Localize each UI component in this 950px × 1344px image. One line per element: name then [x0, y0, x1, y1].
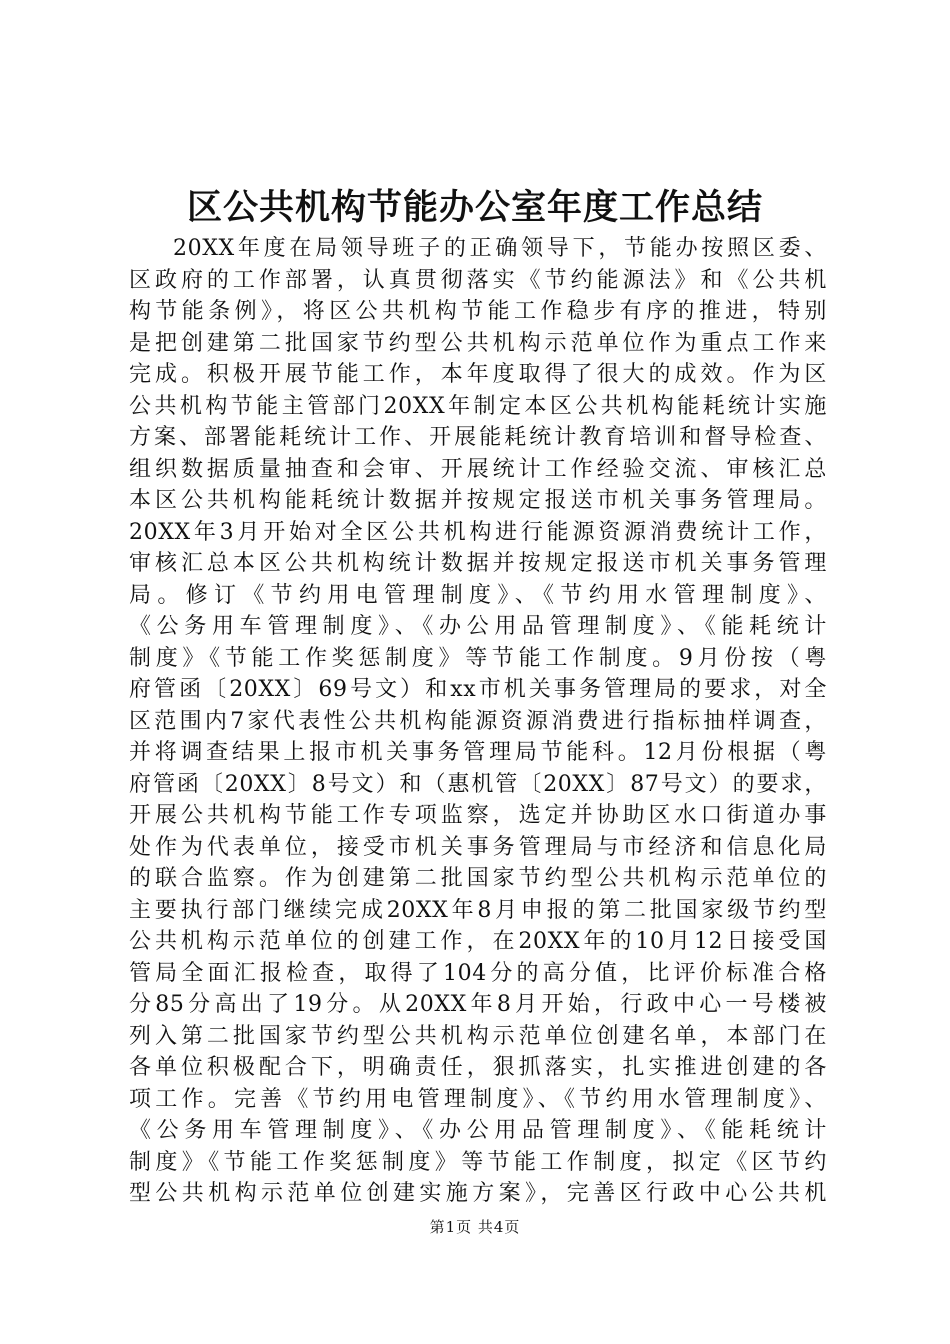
paragraph-line: 管局全面汇报检查，取得了104分的高分值，比评价标准合格: [129, 960, 827, 986]
paragraph-line: 是把创建第二批国家节约型公共机构示范单位作为重点工作来: [129, 330, 827, 356]
paragraph-line: 完成。积极开展节能工作，本年度取得了很大的成效。作为区: [129, 362, 827, 387]
paragraph-line: 公共机构示范单位的创建工作，在20XX年的10月12日接受国: [129, 929, 827, 954]
paragraph-line: 区政府的工作部署，认真贯彻落实《节约能源法》和《公共机: [129, 267, 827, 293]
paragraph-line: 方案、部署能耗统计工作、开展能耗统计教育培训和督导检查、: [129, 425, 827, 450]
paragraph-line: 列入第二批国家节约型公共机构示范单位创建名单，本部门在: [129, 1023, 827, 1049]
paragraph-line: 制度》《节能工作奖惩制度》等节能工作制度，拟定《区节约: [129, 1149, 827, 1175]
paragraph-line: 组织数据质量抽查和会审、开展统计工作经验交流、审核汇总: [129, 456, 827, 482]
paragraph-line: 各单位积极配合下，明确责任，狠抓落实，扎实推进创建的各: [129, 1055, 827, 1080]
paragraph-line: 分85分高出了19分。从20XX年8月开始，行政中心一号楼被: [129, 992, 827, 1017]
paragraph-line: 审核汇总本区公共机构统计数据并按规定报送市机关事务管理: [129, 551, 827, 576]
page-number: 第1页 共4页: [429, 1218, 521, 1236]
paragraph-line: 公共机构节能主管部门20XX年制定本区公共机构能耗统计实施: [129, 393, 827, 419]
body-paragraph: [129, 233, 827, 1210]
paragraph-line: 开展公共机构节能工作专项监察，选定并协助区水口街道办事: [129, 803, 827, 828]
paragraph-line: 府管函〔20XX〕69号文）和xx市机关事务管理局的要求，对全: [129, 677, 827, 702]
paragraph-line: 主要执行部门继续完成20XX年8月申报的第二批国家级节约型: [129, 897, 827, 923]
paragraph-line: 区范围内7家代表性公共机构能源资源消费进行指标抽样调查，: [129, 708, 827, 734]
paragraph-line: 构节能条例》，将区公共机构节能工作稳步有序的推进，特别: [129, 299, 827, 324]
document-title: 区公共机构节能办公室年度工作总结: [186, 188, 763, 228]
paragraph-line: 20XX年度在局领导班子的正确领导下，节能办按照区委、: [173, 236, 827, 261]
paragraph-line: 并将调查结果上报市机关事务管理局节能科。12月份根据（粤: [129, 740, 827, 765]
paragraph-line: 府管函〔20XX〕8号文）和（惠机管〔20XX〕87号文）的要求，: [129, 771, 827, 797]
paragraph-line: 20XX年3月开始对全区公共机构进行能源资源消费统计工作，: [129, 519, 827, 545]
paragraph-line: 《公务用车管理制度》、《办公用品管理制度》、《能耗统计: [129, 1118, 827, 1143]
paragraph-line: 项工作。完善《节约用电管理制度》、《节约用水管理制度》、: [129, 1086, 827, 1112]
paragraph-line: 型公共机构示范单位创建实施方案》，完善区行政中心公共机: [129, 1181, 827, 1206]
paragraph-line: 处作为代表单位，接受市机关事务管理局与市经济和信息化局: [129, 834, 827, 860]
paragraph-line: 本区公共机构能耗统计数据并按规定报送市机关事务管理局。: [129, 488, 827, 513]
paragraph-line: 制度》《节能工作奖惩制度》等节能工作制度。9月份按（粤: [129, 645, 827, 671]
paragraph-line: 《公务用车管理制度》、《办公用品管理制度》、《能耗统计: [129, 614, 827, 639]
paragraph-line: 局。修订《节约用电管理制度》、《节约用水管理制度》、: [129, 582, 827, 608]
paragraph-line: 的联合监察。作为创建第二批国家节约型公共机构示范单位的: [129, 866, 827, 891]
